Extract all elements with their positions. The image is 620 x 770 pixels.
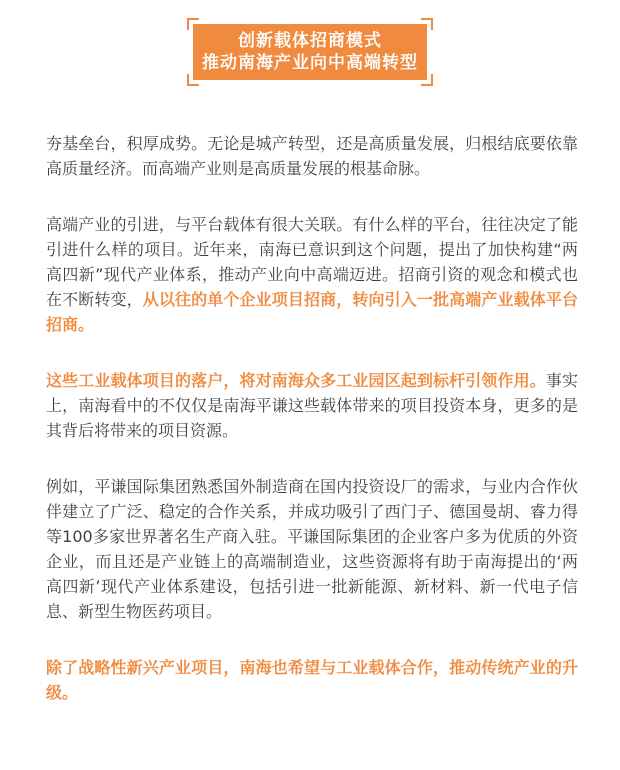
- banner-title-line-1: 创新载体招商模式: [238, 31, 382, 51]
- paragraph-3-highlight: 这些工业载体项目的落户，将对南海众多工业园区起到标杆引领作用。: [46, 371, 546, 390]
- paragraph-2-text: 高端产业的引进，与平台载体有很大关联。有什么样的平台，往往决定了能引进什么样的项目。近年来，南海已意识到这个问题，提出了加快构建“两高四新”现代产业体系，推动产业向中高端迈进。招商引资的观念和模式也在不断转变，: [46, 215, 578, 309]
- paragraph-5-highlight: 除了战略性新兴产业项目，南海也希望与工业载体合作，推动传统产业的升级。: [46, 658, 578, 702]
- paragraph-4: [46, 474, 578, 624]
- paragraph-3-text: 事实上，南海看中的不仅仅是南海平谦这些载体带来的项目投资本身，更多的是其背后将带来的项目资源。: [46, 371, 578, 440]
- banner-box: [193, 24, 427, 80]
- paragraph-2-highlight: 从以往的单个企业项目招商，转向引入一批高端产业载体平台招商。: [46, 290, 578, 334]
- article-body: [46, 131, 578, 736]
- banner-title-line-2: 推动南海产业向中高端转型: [202, 53, 418, 73]
- paragraph-1: [46, 131, 578, 181]
- paragraph-3: [46, 368, 578, 443]
- paragraph-5: [46, 655, 578, 705]
- paragraph-2: [46, 212, 578, 337]
- title-banner: [187, 18, 433, 86]
- paragraph-1-text: 夯基垒台，积厚成势。无论是城产转型，还是高质量发展，归根结底要依靠高质量经济。而高端产业则是高质量发展的根基命脉。: [46, 134, 578, 178]
- paragraph-4-text: 例如，平谦国际集团熟悉国外制造商在国内投资设厂的需求，与业内合作伙伴建立了广泛、稳定的合作关系，并成功吸引了西门子、德国曼胡、睿力得等100多家世界著名生产商入驻。平谦国际集团的企业客户多为优质的外资企业，而且还是产业链上的高端制造业，这些资源将有助于南海提出的‘两高四新’现代产业体系建设，包括引进一批新能源、新材料、新一代电子信息、新型生物医药项目。: [46, 477, 578, 621]
